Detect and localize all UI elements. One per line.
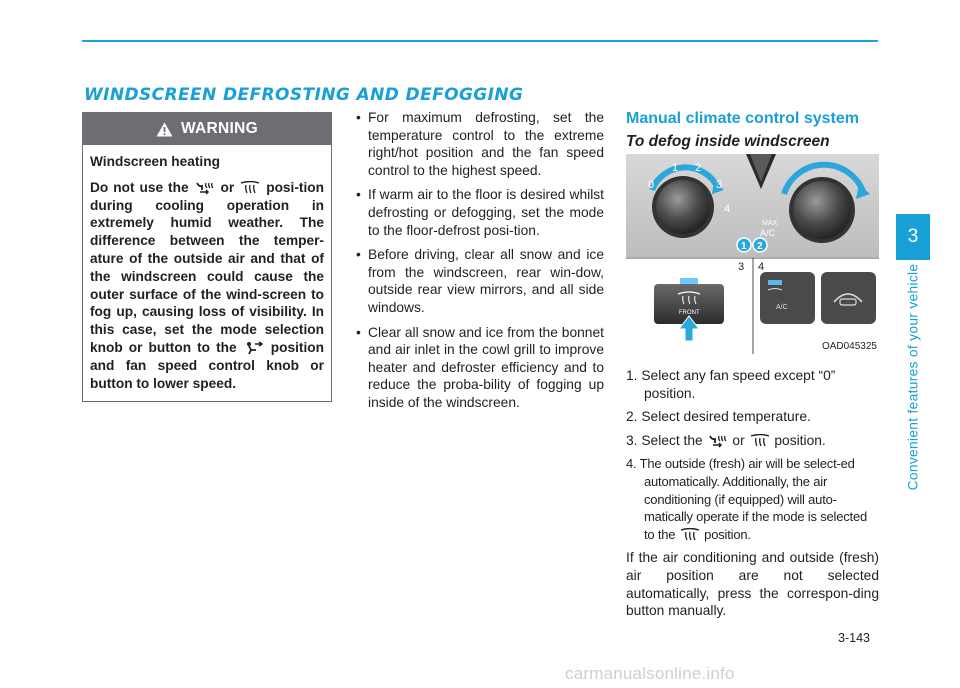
step-item: 4. The outside (fresh) air will be select-ed automatically. Additionally, the air conditioning (if equipped) will auto-matically operate if the mode is selected to the position.: [626, 456, 868, 542]
watermark: carmanualsonline.info: [565, 664, 735, 683]
svg-text:1: 1: [741, 241, 747, 252]
callout-3: 3: [738, 261, 745, 273]
defrost-icon: [749, 434, 771, 448]
bullet-item: • Clear all snow and ice from the bonnet and air inlet in the cowl grill to improve heater and defroster efficiency and to reduce the proba-bility of fogging up inside of the windscreen.: [356, 324, 604, 412]
step-item: 2. Select desired temperature.: [626, 409, 811, 425]
chapter-tab: 3: [896, 214, 930, 260]
section-heading: WINDSCREEN DEFROSTING AND DEFOGGING: [84, 85, 524, 105]
figure-caption: OAD045325: [821, 341, 877, 352]
knob1-tick-4: 4: [724, 203, 731, 215]
step-list: [626, 367, 879, 620]
recirculation-button: [821, 272, 876, 324]
max-label: MAX: [762, 220, 778, 227]
face-mode-icon: [243, 341, 265, 355]
knob1-tick-1: 1: [672, 162, 679, 174]
warning-header: [83, 113, 331, 145]
svg-text:2: 2: [757, 241, 763, 252]
climate-control-illustration: [626, 154, 879, 354]
bullet-item: • For maximum defrosting, set the temperature control to the extreme right/hot position and the fan speed control to the highest speed.: [356, 109, 604, 179]
step-item: 1. Select any fan speed except “0” position.: [626, 368, 836, 401]
floor-defrost-icon: [194, 181, 216, 195]
warning-box: [82, 112, 332, 402]
defrost-icon: [239, 181, 261, 195]
bullet-list: [356, 109, 604, 419]
note-paragraph: If the air conditioning and outside (fresh) air position are not selected automatically, press the correspon-ding button manually.: [626, 550, 879, 619]
step-item: 3. Select the or position.: [626, 432, 826, 448]
bullet-item: • If warm air to the floor is desired whilst defrosting or defogging, set the mode to the floor-defrost posi-tion.: [356, 186, 604, 239]
callout-4: 4: [758, 261, 765, 273]
warning-text: Do not use the or posi-tion during cooling operation in extremely humid weather. The difference between the temper-ature of the outside air and that of the windscreen could cause the outer surface of the wind-screen to fog up, causing loss of visibility. In this case, set the mode selection knob or button to the position and fan speed control knob or button to lower speed.: [90, 179, 324, 391]
knob1-tick-3: 3: [716, 179, 723, 191]
front-label: FRONT: [679, 310, 700, 316]
ac-button-label: A/C: [776, 304, 788, 311]
bullet-item: • Before driving, clear all snow and ice from the windscreen, rear win-dow, outside rear view mirrors, and all side windows.: [356, 246, 604, 316]
subsection-title: To defog inside windscreen: [626, 133, 830, 150]
warning-subtitle: Windscreen heating: [90, 154, 220, 169]
warning-triangle-icon: [156, 122, 173, 137]
knob1-tick-0: 0: [648, 179, 655, 191]
defrost-icon: [679, 528, 701, 542]
section-title: Manual climate control system: [626, 110, 859, 127]
ac-button: [760, 272, 815, 324]
knob1-tick-2: 2: [695, 162, 702, 174]
header-rule: [82, 40, 878, 42]
warning-title: WARNING: [180, 120, 258, 137]
climate-control-figure: [626, 154, 879, 354]
ac-knob-label: A/C: [760, 228, 776, 238]
page-number: 3-143: [838, 631, 870, 645]
chapter-label: Convenient features of your vehicle: [905, 263, 921, 491]
floor-defrost-icon: [707, 434, 729, 448]
